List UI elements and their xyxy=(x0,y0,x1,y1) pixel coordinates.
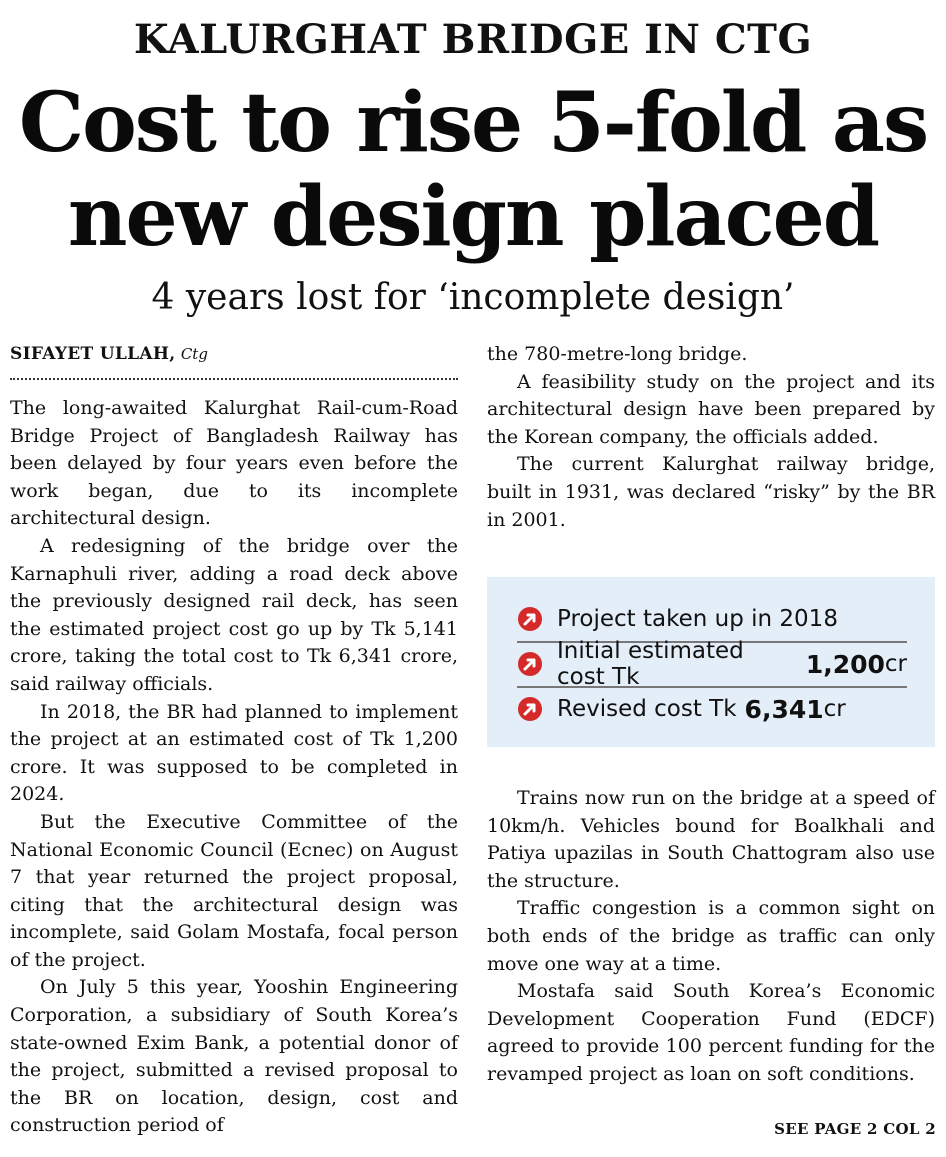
fact-text: Initial estimated cost Tk xyxy=(557,638,744,690)
byline-location: Ctg xyxy=(180,345,208,363)
paragraph: the 780-metre-long bridge. xyxy=(487,343,748,365)
paragraph: The current Kalurghat railway bridge, built in 1931, was declared “risky” by the BR in 2001. xyxy=(487,453,935,531)
fact-text: Revised cost Tk xyxy=(557,696,737,722)
fact-text: Project taken up in 2018 xyxy=(557,606,838,632)
right-column-bottom xyxy=(487,785,935,1089)
arrow-circle-icon xyxy=(517,606,543,632)
paragraph: In 2018, the BR had planned to implement the project at an estimated cost of Tk 1,200 crore. It was supposed to be completed in 2024. xyxy=(10,700,458,806)
fact-unit: cr xyxy=(823,696,846,722)
fact-value: 1,200 xyxy=(805,649,885,679)
paragraph: A feasibility study on the project and its architectural design have been prepared by the Korean company, the officials added. xyxy=(487,370,935,448)
left-column xyxy=(10,395,458,1140)
paragraph: On July 5 this year, Yooshin Engineering Corporation, a subsidiary of South Korea’s state-owned Exim Bank, a potential donor of the project, submitted a revised proposal to the BR on location, design, cost and construction period of xyxy=(10,976,458,1137)
arrow-circle-icon xyxy=(517,651,543,677)
fact-item xyxy=(517,687,907,731)
arrow-circle-icon xyxy=(517,696,543,722)
fact-unit: cr xyxy=(884,651,907,677)
paragraph: The long-awaited Kalurghat Rail-cum-Road Bridge Project of Bangladesh Railway has been delayed by four years even before the work began, due to its incomplete architectural design. xyxy=(10,397,458,530)
kicker: KALURGHAT BRIDGE IN CTG xyxy=(133,16,813,63)
paragraph: Traffic congestion is a common sight on both ends of the bridge as traffic can only move one way at a time. xyxy=(487,897,935,975)
paragraph: But the Executive Committee of the National Economic Council (Ecnec) on August 7 that year returned the project proposal, citing that the architectural design was incomplete, said Golam Mostafa, focal person of the project. xyxy=(10,810,458,971)
right-column-top xyxy=(487,341,935,534)
continued-reference: SEE PAGE 2 COL 2 xyxy=(774,1120,936,1138)
paragraph: Mostafa said South Korea’s Economic Development Cooperation Fund (EDCF) agreed to provide 100 percent funding for the revamped project as loan on soft conditions. xyxy=(487,980,935,1085)
paragraph: A redesigning of the bridge over the Karnaphuli river, adding a road deck above the previously designed rail deck, has seen the estimated project cost go up by Tk 5,141 crore, taking the total cost to Tk 6,341 crore, said railway officials. xyxy=(10,534,458,695)
byline xyxy=(10,342,208,366)
paragraph: Trains now run on the bridge at a speed of 10km/h. Vehicles bound for Boalkhali and Patiya upazilas in South Chattogram also use the structure. xyxy=(487,787,935,892)
fact-box xyxy=(487,577,935,747)
headline-line-1: Cost to rise 5-fold as xyxy=(18,75,928,171)
fact-item xyxy=(517,638,907,690)
headline xyxy=(0,76,946,264)
subheadline: 4 years lost for ‘incomplete design’ xyxy=(151,277,795,318)
fact-item xyxy=(517,597,907,643)
byline-author: SIFAYET ULLAH, xyxy=(10,344,176,364)
fact-value: 6,341 xyxy=(744,694,824,724)
headline-line-2: new design placed xyxy=(67,169,879,265)
byline-divider xyxy=(10,378,458,380)
